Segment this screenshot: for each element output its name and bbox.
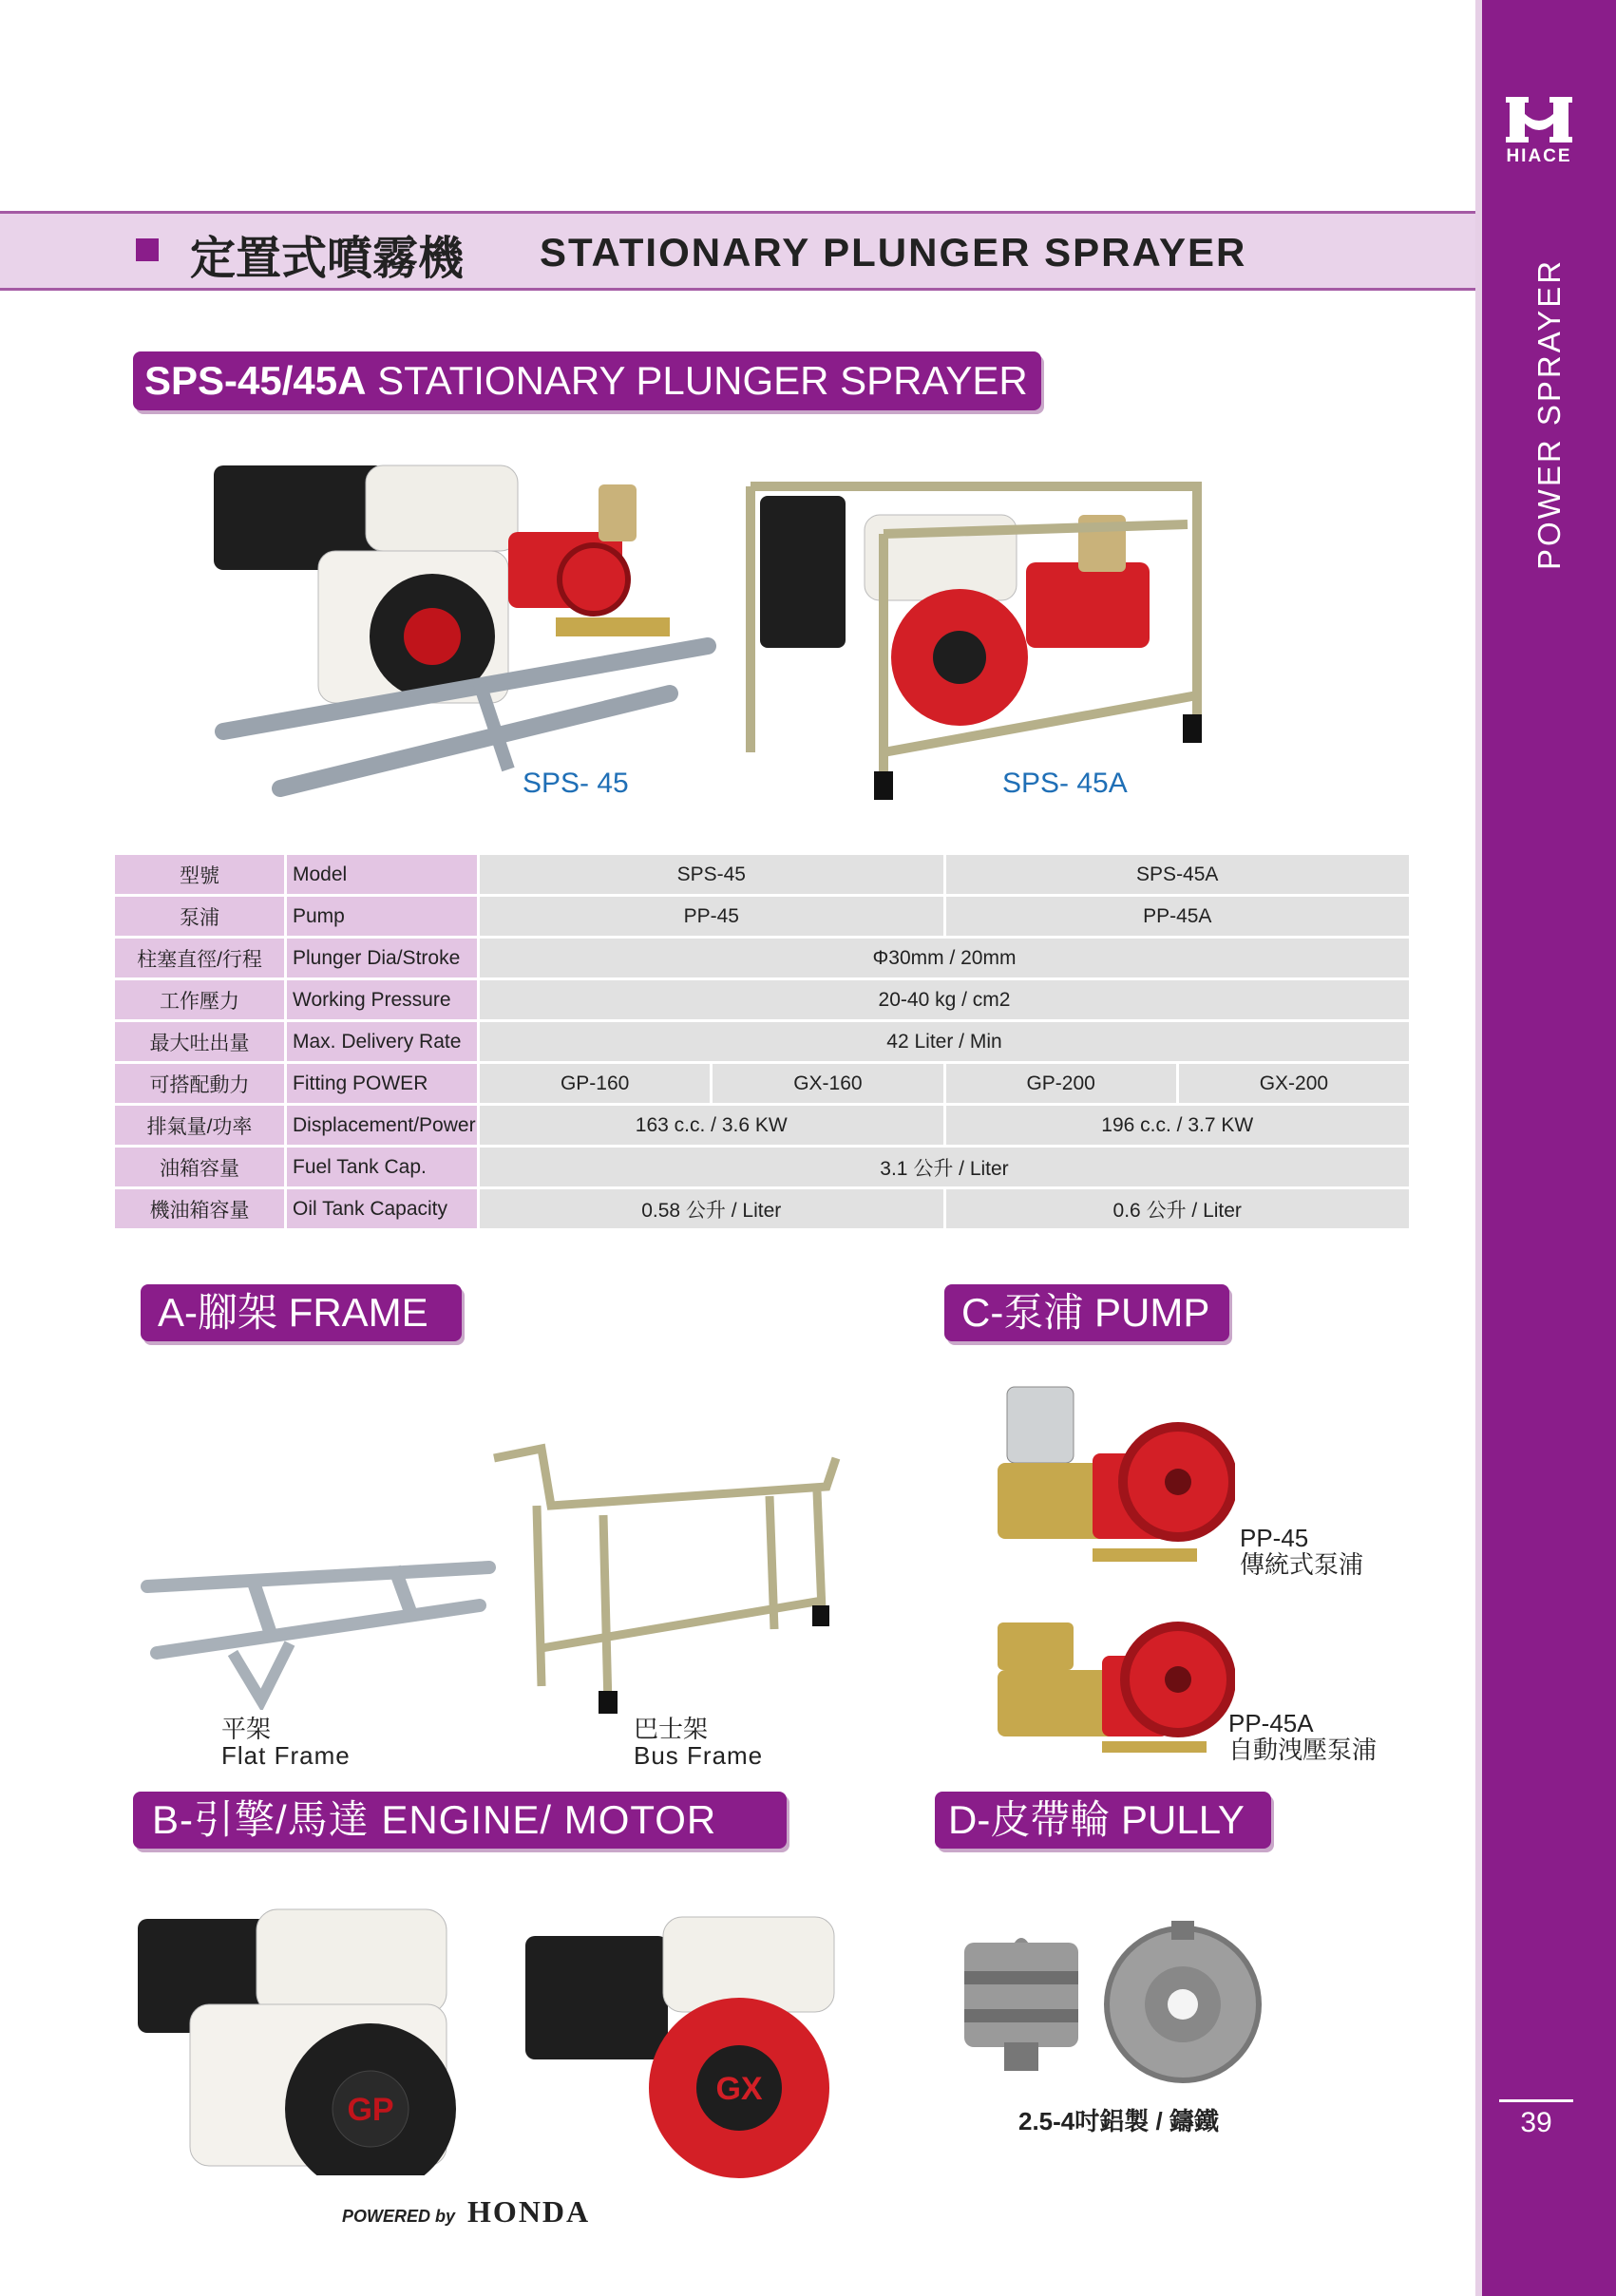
table-row (115, 939, 1409, 977)
honda-gp-engine-photo (133, 1900, 475, 2175)
table-cell: GP-160 (480, 1064, 710, 1103)
row-label-en: Fitting POWER (287, 1064, 477, 1103)
row-label-en: Displacement/Power (287, 1106, 477, 1145)
row-label-zh: 排氣量/功率 (115, 1106, 284, 1145)
gx-badge: GX (715, 2071, 763, 2107)
powered-by-line (342, 2194, 590, 2230)
row-label-en: Plunger Dia/Stroke (287, 939, 477, 977)
page-title-zh: 定置式噴霧機 (190, 234, 465, 284)
bullet-square-icon (136, 238, 159, 261)
hiace-logo-icon (1506, 95, 1572, 144)
table-cell: PP-45 (480, 897, 943, 936)
sidebar-title: POWER SPRAYER (1531, 257, 1567, 570)
table-cell: GP-200 (946, 1064, 1176, 1103)
bus-frame-photo (485, 1439, 846, 1715)
bus-frame-label (634, 1716, 763, 1769)
pp-45a-zh: 自動洩壓泵浦 (1228, 1736, 1378, 1764)
pp-45-photo (988, 1368, 1235, 1586)
sps-45-photo (195, 446, 727, 826)
table-row (115, 897, 1409, 936)
table-row (115, 1148, 1409, 1186)
row-label-zh: 泵浦 (115, 897, 284, 936)
gp-badge: GP (347, 2092, 394, 2128)
row-label-zh: 可搭配動力 (115, 1064, 284, 1103)
table-cell: SPS-45A (946, 855, 1410, 894)
table-row (115, 1106, 1409, 1145)
table-row (115, 855, 1409, 894)
pp-45-zh: 傳統式泵浦 (1240, 1550, 1364, 1579)
row-label-zh: 型號 (115, 855, 284, 894)
row-label-en: Pump (287, 897, 477, 936)
page-number: 39 (1520, 2107, 1552, 2138)
pulley-photo (945, 1919, 1268, 2090)
table-cell: SPS-45 (480, 855, 943, 894)
table-cell: 20-40 kg / cm2 (480, 980, 1409, 1019)
table-cell: GX-200 (1179, 1064, 1409, 1103)
section-pump-title: C-泵浦 PUMP (944, 1284, 1229, 1341)
sps-45a-caption: SPS- 45A (1002, 768, 1128, 799)
honda-logo: HONDA (467, 2194, 591, 2229)
pp-45a-model: PP-45A (1228, 1709, 1314, 1737)
table-cell: 163 c.c. / 3.6 KW (480, 1106, 943, 1145)
table-cell: 0.58 公升 / Liter (480, 1189, 943, 1228)
table-row (115, 1189, 1409, 1228)
row-label-en: Working Pressure (287, 980, 477, 1019)
section-frame-title: A-腳架 FRAME (141, 1284, 462, 1341)
flat-frame-photo (138, 1548, 499, 1710)
pp-45-model: PP-45 (1240, 1524, 1309, 1552)
table-row (115, 1022, 1409, 1061)
row-label-zh: 工作壓力 (115, 980, 284, 1019)
table-cell: PP-45A (946, 897, 1410, 936)
row-label-en: Fuel Tank Cap. (287, 1148, 477, 1186)
sps-45-caption: SPS- 45 (523, 768, 629, 799)
pulley-caption: 2.5-4吋鋁製 / 鑄鐵 (1018, 2107, 1219, 2135)
bus-frame-en: Bus Frame (634, 1741, 764, 1770)
hiace-logo (1496, 95, 1582, 167)
logo-text: HIACE (1506, 146, 1572, 166)
model-heading-bold: SPS-45/45A (144, 358, 367, 403)
pp-45a-label (1228, 1710, 1377, 1763)
table-cell: Φ30mm / 20mm (480, 939, 1409, 977)
row-label-en: Max. Delivery Rate (287, 1022, 477, 1061)
row-label-zh: 機油箱容量 (115, 1189, 284, 1228)
bus-frame-zh: 巴士架 (634, 1715, 709, 1743)
table-cell: 3.1 公升 / Liter (480, 1148, 1409, 1186)
row-label-en: Model (287, 855, 477, 894)
table-row (115, 980, 1409, 1019)
table-cell: 42 Liter / Min (480, 1022, 1409, 1061)
row-label-zh: 柱塞直徑/行程 (115, 939, 284, 977)
table-row (115, 1064, 1409, 1103)
flat-frame-label (221, 1716, 351, 1769)
powered-by-text: POWERED by (342, 2207, 456, 2226)
pp-45-label (1240, 1525, 1363, 1578)
flat-frame-en: Flat Frame (221, 1741, 351, 1770)
model-heading (133, 351, 1041, 410)
page-number-rule (1499, 2099, 1573, 2102)
page-title-en: STATIONARY PLUNGER SPRAYER (540, 230, 1247, 275)
honda-gx-engine-photo (521, 1907, 853, 2183)
section-pulley-title: D-皮帶輪 PULLY (935, 1792, 1271, 1849)
sps-45a-photo (741, 467, 1216, 809)
row-label-zh: 最大吐出量 (115, 1022, 284, 1061)
title-banner (0, 211, 1475, 291)
section-engine-title: B-引擎/馬達 ENGINE/ MOTOR (133, 1792, 787, 1849)
flat-frame-zh: 平架 (221, 1715, 272, 1743)
sidebar-edge (1475, 0, 1482, 2296)
table-cell: 196 c.c. / 3.7 KW (946, 1106, 1410, 1145)
model-heading-rest: STATIONARY PLUNGER SPRAYER (366, 358, 1028, 403)
row-label-zh: 油箱容量 (115, 1148, 284, 1186)
table-cell: 0.6 公升 / Liter (946, 1189, 1410, 1228)
table-cell: GX-160 (713, 1064, 942, 1103)
spec-table (112, 852, 1412, 1231)
row-label-en: Oil Tank Capacity (287, 1189, 477, 1228)
pp-45a-photo (988, 1603, 1235, 1765)
